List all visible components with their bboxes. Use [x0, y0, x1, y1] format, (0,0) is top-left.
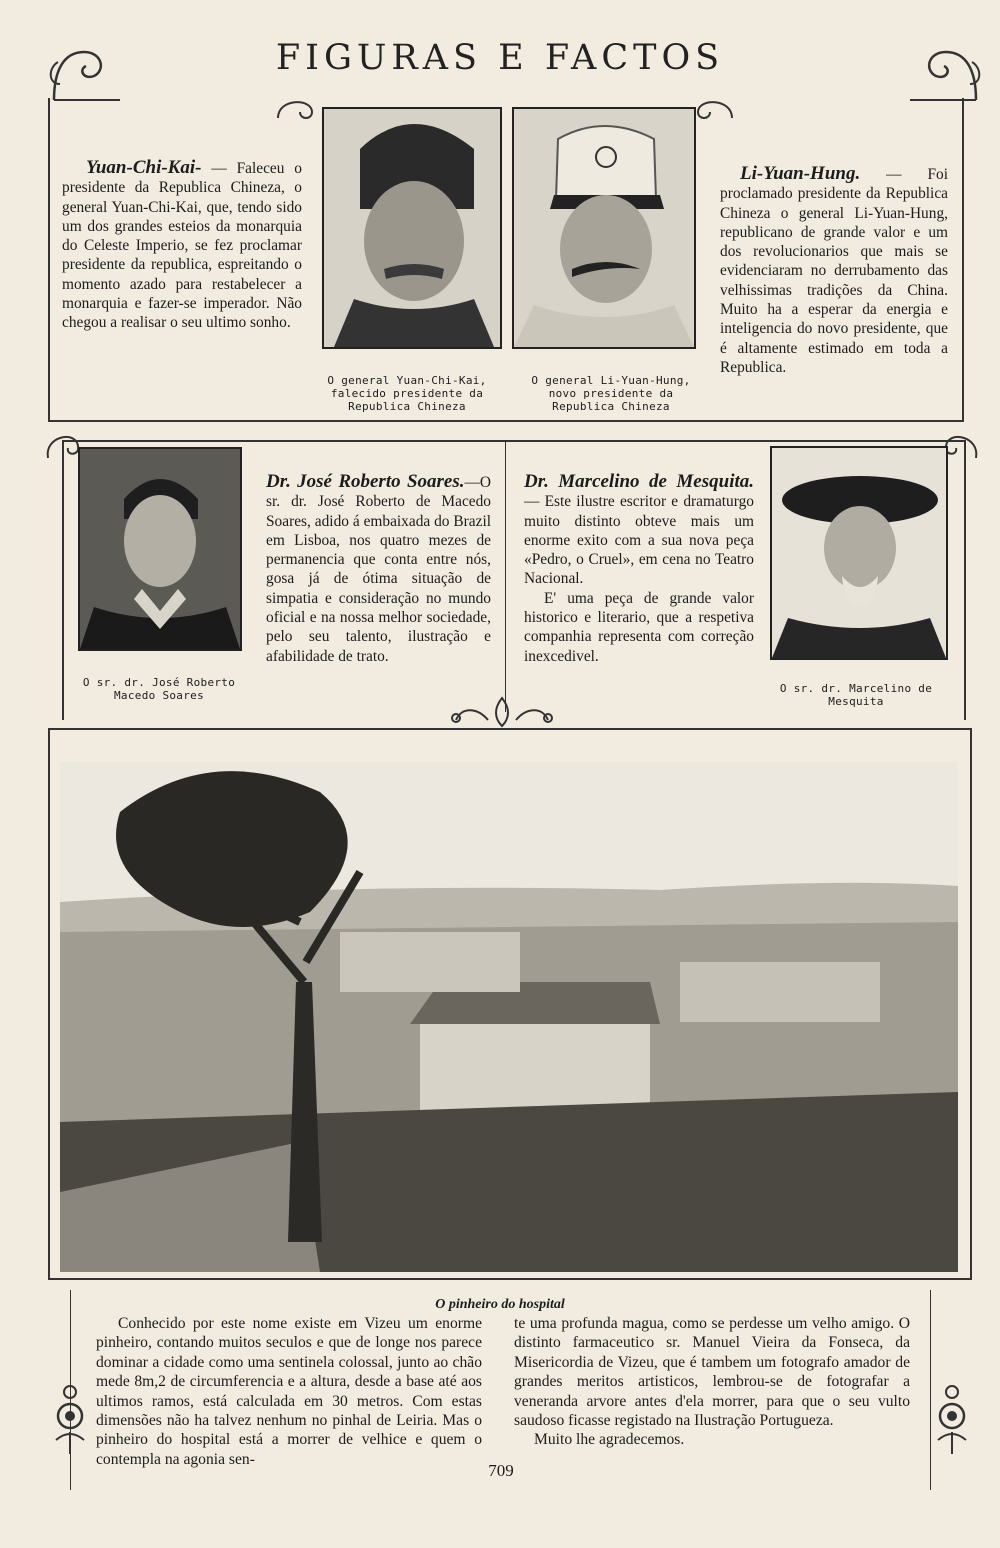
mesquita-portrait — [770, 446, 948, 660]
yuan-caption: O general Yuan-Chi-Kai, falecido presidente da Republica Chineza — [327, 374, 487, 413]
mesquita-text-2: E' uma peça de grande valor historico e literario, que a respetiva companhia representa com correção inexcedivel. — [524, 589, 754, 665]
article-closing: Muito lhe agradecemos. — [534, 1431, 685, 1449]
yuan-name: Yuan-Chi-Kai- — [86, 157, 202, 178]
yuan-portrait — [322, 107, 502, 349]
soares-portrait — [78, 447, 242, 651]
li-caption: O general Li-Yuan-Hung, novo presidente da Republica Chineza — [531, 374, 691, 413]
mesquita-caption: O sr. dr. Marcelino de Mesquita — [779, 682, 933, 708]
article-right-text: te uma profunda magua, como se perdesse um velho amigo. O distinto farmaceutico sr. Manuel Vieira da Fonseca, da Misericordia de Vizeu, que é tambem um fotografo amador de grandes meritos artisticos, lembrou-se de fotografar a veneranda arvore antes d'ela morrer, para que o seu vulto saudoso ficasse registado na Ilustração Portugueza. — [514, 1315, 910, 1430]
li-article — [720, 164, 948, 377]
floral-ornament-icon — [932, 1384, 972, 1456]
mesquita-article — [524, 472, 754, 666]
page-title: FIGURAS E FACTOS — [275, 38, 725, 78]
soares-name: Dr. José Roberto Soares. — [266, 471, 465, 492]
li-text: — Foi proclamado presidente da Republica Chineza o general Li-Yuan-Hung, republicano de grande valor e um dos revolucionarios que mais se evidenciaram no derrubamento das velhissimas tradições da China. Muito ha a esperar da energia e inteligencia do novo presidente, que é altamente estimado em toda a Republica. — [720, 166, 948, 376]
article-left-column: Conhecido por este nome existe em Vizeu um enorme pinheiro, contando muitos seculos e que de longe nos parece dominar a cidade como uma sentinela colossal, junto ao chão mede 8m,2 de circumferencia e a altura, desde a base até aos ultimos ramos, está calculada em 30 metros. Com estas dimensões não ha talvez nenhum no pinhal de Leiria. Mas o pinheiro do hospital está a morrer de velhice e quem o contempla na agonia sen- — [96, 1315, 482, 1468]
article-right-column — [514, 1314, 910, 1450]
li-name: Li-Yuan-Hung. — [740, 163, 861, 184]
yuan-text: — Faleceu o presidente da Republica Chineza, o general Yuan-Chi-Kai, que, tendo sido um dos grandes esteios da monarquia do Celeste Imperio, se fez proclamar presidente da republica, espreitando o momento azado para restabelecer a monarquia e fazer-se imperador. Não chegou a realisar o seu ultimo sonho. — [62, 160, 302, 332]
photo-caption: O pinheiro do hospital — [435, 1297, 565, 1312]
soares-caption: O sr. dr. José Roberto Macedo Soares — [82, 676, 236, 702]
floral-ornament-icon — [50, 1384, 90, 1456]
column-divider — [505, 442, 506, 712]
scroll-ornament-icon — [690, 88, 738, 128]
soares-text: —O sr. dr. José Roberto de Macedo Soares, adido á embaixada do Brazil em Lisboa, nos quatro mezes de permanencia que conta entre nós, gosa já de ótima situação de simpatia e consideração no mundo oficial e na nossa melhor sociedade, pelo seu talento, ilustração e afabilidade de trato. — [266, 474, 491, 665]
mesquita-text: — Este ilustre escritor e dramaturgo muito distinto obteve mais um enorme exito com a sua nova peça «Pedro, o Cruel», em cena no Teatro Nacional. — [524, 493, 754, 588]
right-rule — [930, 1290, 931, 1490]
yuan-article — [62, 158, 302, 333]
scroll-ornament-icon — [272, 88, 320, 128]
soares-article — [266, 472, 491, 666]
pine-tree-photo — [60, 762, 958, 1272]
li-portrait — [512, 107, 696, 349]
mesquita-name: Dr. Marcelino de Mesquita. — [524, 471, 754, 492]
page-number: 709 — [488, 1461, 514, 1480]
palmette-ornament-icon — [448, 694, 556, 730]
